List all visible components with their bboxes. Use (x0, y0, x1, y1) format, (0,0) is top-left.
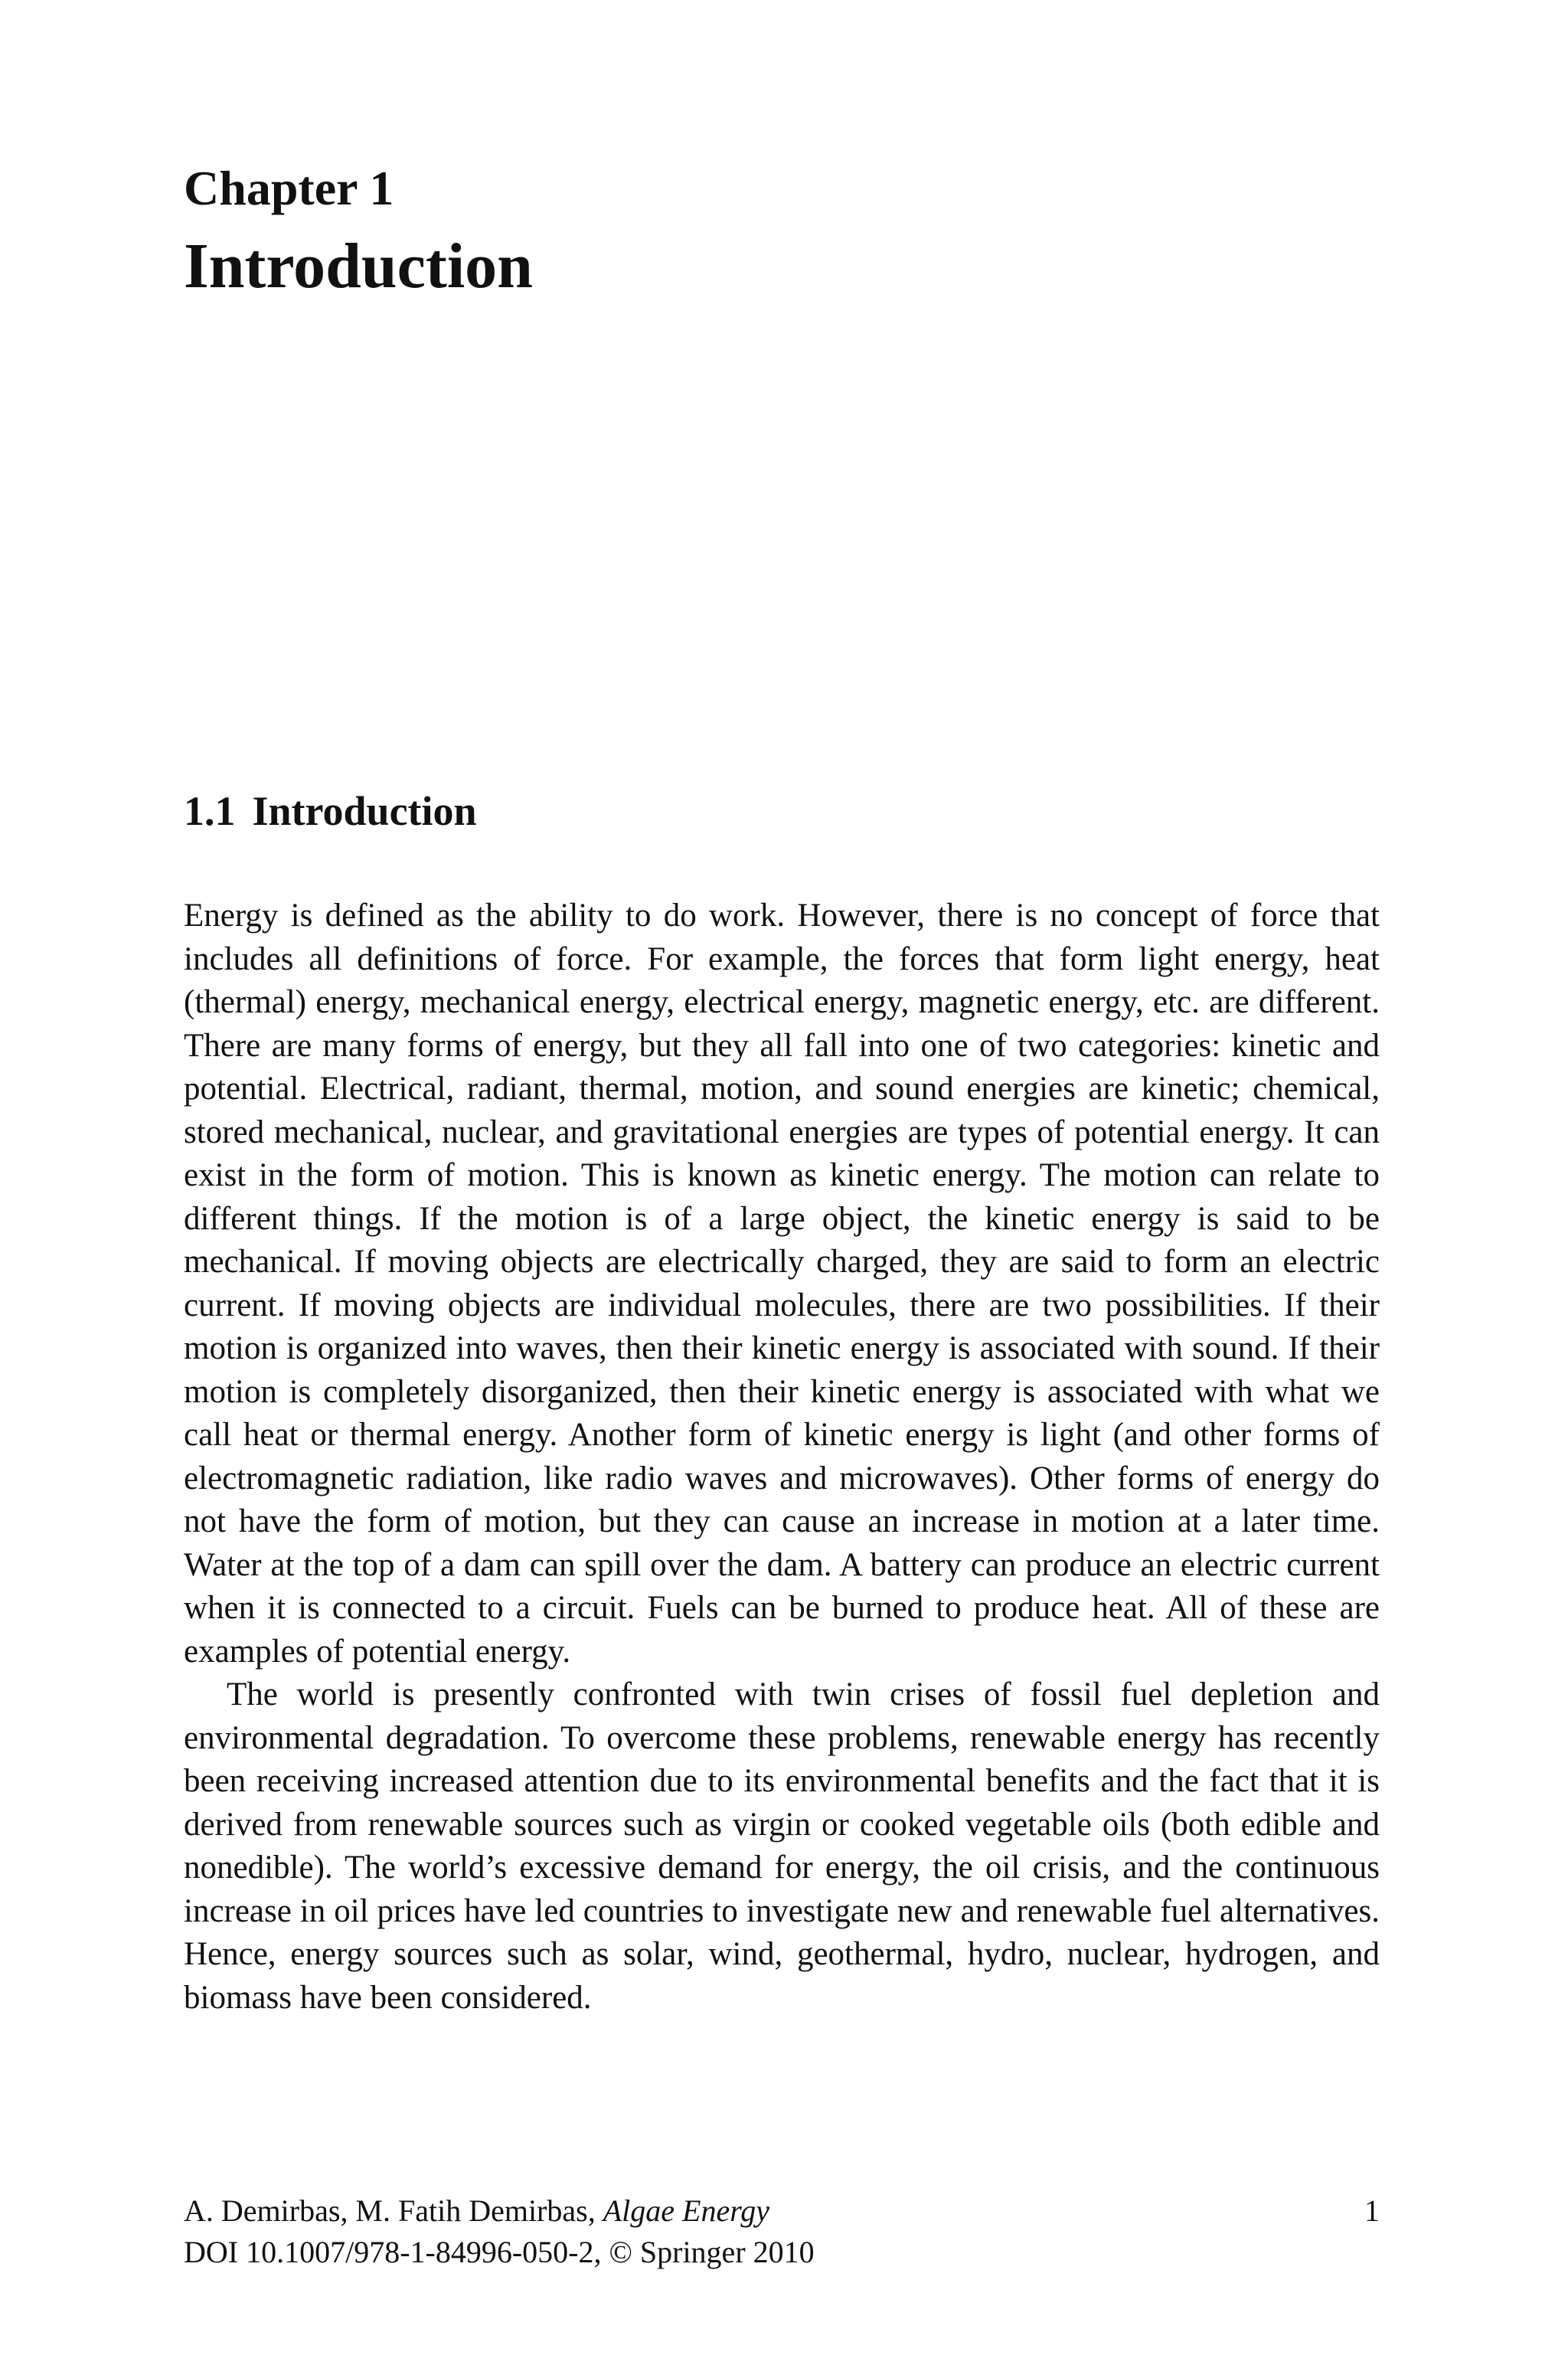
section-title: Introduction (252, 788, 477, 834)
footer-citation (184, 2190, 769, 2232)
paragraph-1: Energy is defined as the ability to do work. However, there is no concept of force that includes all definitions of force. For example, the forces that form light energy, heat (thermal) energy, mechanical energy, electrical energy, magnetic energy, etc. are different. There are many forms of energy, but they all fall into one of two categories: kinetic and potential. Electrical, radiant, thermal, motion, and sound energies are kinetic; chemical, stored mechanical, nuclear, and gravitational energies are types of potential energy. It can exist in the form of motion. This is known as kinetic energy. The motion can relate to different things. If the motion is of a large object, the kinetic energy is said to be mechanical. If moving objects are electrically charged, they are said to form an electric current. If moving objects are individual molecules, there are two possibilities. If their motion is organized into waves, then their kinetic energy is associated with sound. If their motion is completely disorganized, then their kinetic energy is associated with what we call heat or thermal energy. Another form of kinetic energy is light (and other forms of electromagnetic radiation, like radio waves and microwaves). Other forms of energy do not have the form of motion, but they can cause an increase in motion at a later time. Water at the top of a dam can spill over the dam. A battery can produce an electric current when it is connected to a circuit. Fuels can be burned to produce heat. All of these are examples of potential energy. (184, 898, 1380, 1670)
section-number: 1.1 (184, 788, 236, 834)
body-text (184, 895, 1380, 2020)
footer-doi: DOI 10.1007/978-1-84996-050-2, © Springer 2010 (184, 2235, 815, 2269)
paragraph-2: The world is presently confronted with twin crises of fossil fuel depletion and environmental degradation. To overcome these problems, renewable energy has recently been receiving increased attention due to its environmental benefits and the fact that it is derived from renewable sources such as virgin or cooked vegetable oils (both edible and nonedible). The world’s excessive demand for energy, the oil crisis, and the continuous increase in oil prices have led countries to investigate new and renewable fuel alternatives. Hence, energy sources such as solar, wind, geothermal, hydro, nuclear, hydrogen, and biomass have been considered. (184, 1676, 1380, 2016)
footer-citation-row (184, 2190, 1380, 2232)
chapter-title: Introduction (184, 231, 533, 302)
section-heading (184, 790, 477, 832)
footer-book-title: Algae Energy (603, 2193, 770, 2228)
chapter-label: Chapter 1 (184, 161, 394, 215)
footer-authors: A. Demirbas, M. Fatih Demirbas, (184, 2193, 603, 2228)
page-footer (184, 2190, 1380, 2273)
page-number: 1 (1364, 2193, 1380, 2228)
